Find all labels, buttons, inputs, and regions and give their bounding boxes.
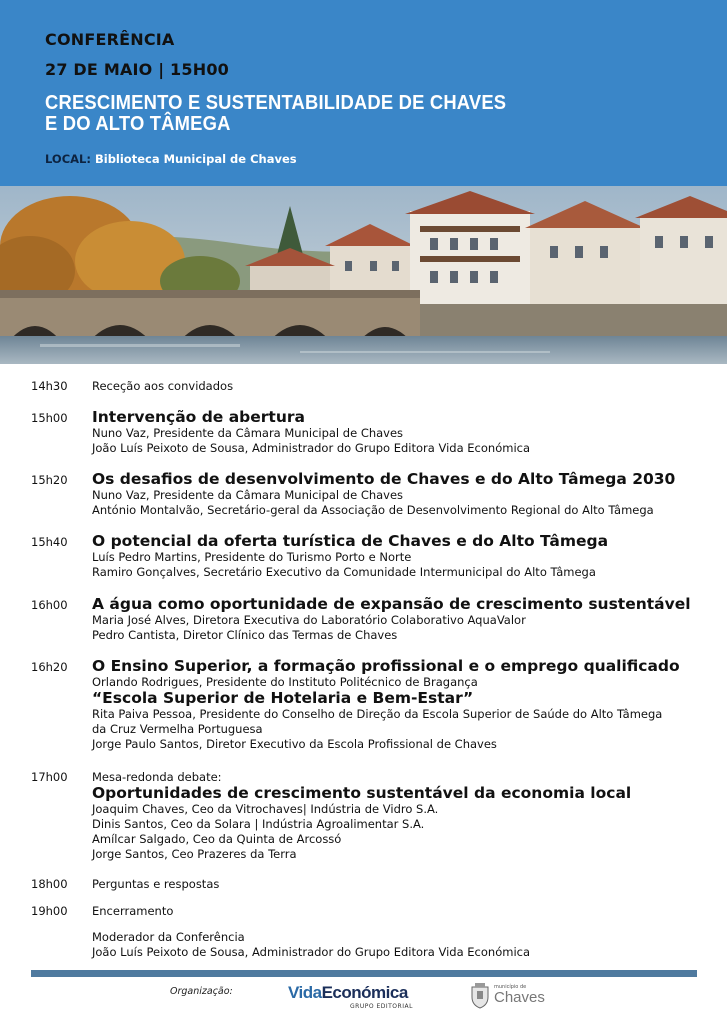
moderator-label: Moderador da Conferência (92, 930, 245, 944)
event-title-line2: E DO ALTO TÂMEGA (45, 113, 231, 135)
agenda-time: 18h00 (31, 877, 68, 891)
speaker: Jorge Santos, Ceo Prazeres da Terra (92, 847, 297, 861)
speaker: Luís Pedro Martins, Presidente do Turismo Porto e Norte (92, 550, 412, 564)
speaker: Maria José Alves, Diretora Executiva do Laboratório Colaborativo AquaValor (92, 613, 526, 627)
speaker: João Luís Peixoto de Sousa, Administrador do Grupo Editora Vida Económica (92, 441, 531, 455)
location-label: LOCAL: (45, 152, 91, 166)
school-name-quote: “Escola Superior de Hotelaria e Bem-Estar” (92, 689, 474, 707)
municipio-chaves-logo (470, 983, 545, 1013)
event-title-line1: CRESCIMENTO E SUSTENTABILIDADE DE CHAVES (45, 92, 507, 114)
organizer-label: Organização: (170, 986, 233, 997)
header-banner (0, 0, 727, 186)
logo-small-text: município de (494, 984, 527, 990)
footer-divider (31, 970, 697, 977)
agenda-session-title: Os desafios de desenvolvimento de Chaves e do Alto Tâmega 2030 (92, 470, 676, 488)
coat-of-arms-icon (470, 983, 490, 1009)
vida-economica-logo (288, 983, 413, 1010)
speaker: Jorge Paulo Santos, Diretor Executivo da Escola Profissional de Chaves (92, 737, 497, 751)
agenda-time: 16h20 (31, 660, 68, 674)
agenda-text: Perguntas e respostas (92, 877, 220, 891)
agenda-time: 15h40 (31, 535, 68, 549)
speaker: Joaquim Chaves, Ceo da Vitrochaves| Indústria de Vidro S.A. (92, 802, 439, 816)
speaker: Nuno Vaz, Presidente da Câmara Municipal de Chaves (92, 426, 404, 440)
agenda-time: 15h20 (31, 473, 68, 487)
speaker: da Cruz Vermelha Portuguesa (92, 722, 263, 736)
speaker: Dinis Santos, Ceo da Solara | Indústria Agroalimentar S.A. (92, 817, 425, 831)
speaker: Ramiro Gonçalves, Secretário Executivo da Comunidade Intermunicipal do Alto Tâmega (92, 565, 596, 579)
agenda-session-title: O potencial da oferta turística de Chaves e do Alto Tâmega (92, 532, 609, 550)
agenda-text: Receção aos convidados (92, 379, 234, 393)
logo-text-vida: Vida (288, 983, 322, 1002)
agenda-session-title: A água como oportunidade de expansão de crescimento sustentável (92, 595, 691, 613)
moderator-name: João Luís Peixoto de Sousa, Administrador do Grupo Editora Vida Económica (92, 945, 531, 959)
event-location (45, 152, 297, 166)
speaker: António Montalvão, Secretário-geral da Associação de Desenvolvimento Regional do Alto Tâmega (92, 503, 654, 517)
agenda-time: 14h30 (31, 379, 68, 393)
agenda-session-title: Intervenção de abertura (92, 408, 305, 426)
logo-text-economica: Económica (321, 983, 408, 1002)
agenda-time: 17h00 (31, 770, 68, 784)
agenda-text: Encerramento (92, 904, 174, 918)
agenda-session-title: O Ensino Superior, a formação profissional e o emprego qualificado (92, 657, 680, 675)
agenda-time: 15h00 (31, 411, 68, 425)
agenda-pre-title: Mesa-redonda debate: (92, 770, 222, 784)
event-type-label: CONFERÊNCIA (45, 30, 175, 49)
speaker: Amílcar Salgado, Ceo da Quinta de Arcossó (92, 832, 342, 846)
logo-subtitle: GRUPO EDITORIAL (350, 1003, 413, 1010)
event-datetime: 27 DE MAIO | 15H00 (45, 60, 229, 79)
location-value: Biblioteca Municipal de Chaves (94, 152, 297, 166)
chaves-bridge-photo (0, 186, 727, 364)
speaker: Orlando Rodrigues, Presidente do Instituto Politécnico de Bragança (92, 675, 478, 689)
speaker: Pedro Cantista, Diretor Clínico das Termas de Chaves (92, 628, 398, 642)
speaker: Nuno Vaz, Presidente da Câmara Municipal de Chaves (92, 488, 404, 502)
speaker: Rita Paiva Pessoa, Presidente do Conselho de Direção da Escola Superior de Saúde do Alto Tâmega (92, 707, 663, 721)
agenda-time: 19h00 (31, 904, 68, 918)
logo-name-text: Chaves (494, 989, 545, 1006)
agenda-session-title: Oportunidades de crescimento sustentável da economia local (92, 784, 632, 802)
agenda-time: 16h00 (31, 598, 68, 612)
